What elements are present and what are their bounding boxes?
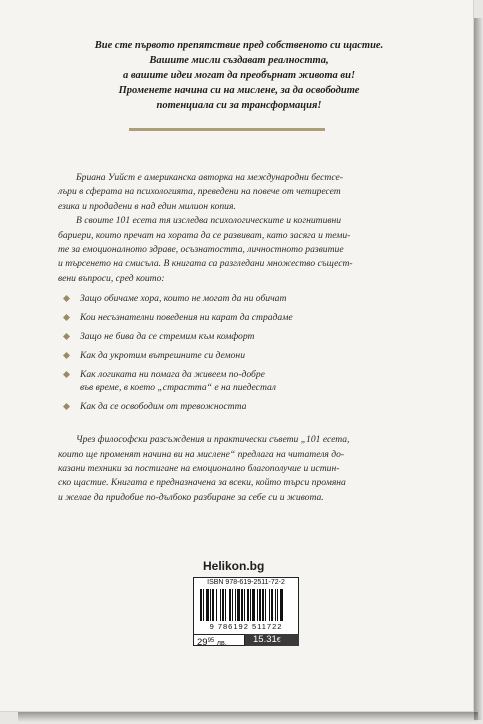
barcode-bar: [235, 589, 236, 621]
price-strip: [193, 634, 299, 646]
barcode-bar: [241, 589, 243, 621]
intro-blurb: [40, 38, 438, 113]
cover-shadow-right: [474, 18, 483, 720]
barcode-bar: [222, 589, 224, 621]
barcode-bar: [229, 589, 231, 621]
intro-line: Променете начина си на мислене, за да освободите: [118, 85, 360, 96]
barcode-bar: [212, 589, 214, 621]
list-item: Защо не бива да се стремим към комфорт: [58, 330, 396, 343]
barcode-bar: [265, 589, 266, 621]
barcode-bar: [269, 589, 270, 621]
barcode-bar: [210, 589, 211, 621]
barcode-bar: [220, 589, 221, 621]
essays-paragraph: В своите 101 есета тя изследва психологическите и когнитивни бариери, които пречат на хората да се развиват, като засяга и теми- те за емоционалното здраве, осъзнатостта, личностното развитие и търсенето на смисъла. В книгата са разгледани множество същест- вени въпроси, сред които:: [58, 215, 353, 284]
barcode-bar: [250, 589, 251, 621]
list-item: Кои несъзнателни поведения ни карат да страдаме: [58, 311, 396, 324]
decorative-rule: [129, 128, 325, 131]
publisher-site: Helikon.bg: [203, 559, 265, 573]
intro-line: Вашите мисли създават реалността,: [149, 55, 329, 66]
barcode-icon: [200, 589, 292, 621]
list-item: Как логиката ни помага да живеем по-добре във време, в което „страстта“ е на пиедестал: [58, 368, 396, 394]
diamond-bullet-icon: [63, 314, 70, 321]
intro-line: потенциала си за трансформация!: [156, 100, 322, 111]
barcode-bar: [225, 589, 226, 621]
price-eur: 15.31€: [245, 634, 299, 646]
summary-paragraph: Чрез философски разсъждения и практически съвети „101 есета, които ще променят начина ви на мислене“ предлага на читателя до- казани техники за постигане на емоционално благополучие и истин- ско щастие. Книгата е предназначена за всеки, който търси промяна и желае да придобие по-дълбоко разбиране за себе си и живота.: [58, 434, 350, 503]
question-list: [58, 292, 396, 413]
barcode-bar: [280, 589, 283, 621]
barcode-bar: [271, 589, 273, 621]
barcode-panel: [193, 577, 299, 635]
barcode-bar: [244, 589, 245, 621]
diamond-bullet-icon: [63, 333, 70, 340]
barcode-bar: [277, 589, 278, 621]
barcode-bar: [275, 589, 276, 621]
diamond-bullet-icon: [63, 352, 70, 359]
author-paragraph: Бриана Уийст е американска авторка на международни бестсе- лъри в сферата на психологията, преведени на повече от четиресет езика и продадени в над един милион копия.: [58, 172, 343, 212]
barcode-bar: [252, 589, 255, 621]
diamond-bullet-icon: [63, 295, 70, 302]
list-item: Как да укротим вътрешните си демони: [58, 349, 396, 362]
description: [58, 171, 396, 505]
barcode-bar: [257, 589, 258, 621]
isbn-label: ISBN 978-619-2511-72-2: [207, 579, 285, 586]
barcode-bar: [203, 589, 204, 621]
list-item: Защо обичаме хора, които не могат да ни обичат: [58, 292, 396, 305]
barcode-bar: [232, 589, 233, 621]
price-bgn: $29^{95}$ лв.: [193, 634, 245, 646]
barcode-bar: [259, 589, 261, 621]
barcode-bar: [262, 589, 264, 621]
diamond-bullet-icon: [63, 371, 70, 378]
barcode-bar: [200, 589, 202, 621]
intro-line: Вие сте първото препятствие пред собственото си щастие.: [94, 40, 384, 51]
list-item: Как да се освободим от тревожността: [58, 400, 396, 413]
intro-line: а вашите идеи могат да преобърнат живота ви!: [122, 70, 356, 81]
diamond-bullet-icon: [63, 403, 70, 410]
barcode-bar: [247, 589, 249, 621]
barcode-bar: [237, 589, 240, 621]
barcode-bar: [216, 589, 217, 621]
barcode-number: 9 786192 511722: [209, 622, 283, 631]
barcode-bar: [206, 589, 209, 621]
cover-shadow-bottom: [18, 712, 478, 722]
